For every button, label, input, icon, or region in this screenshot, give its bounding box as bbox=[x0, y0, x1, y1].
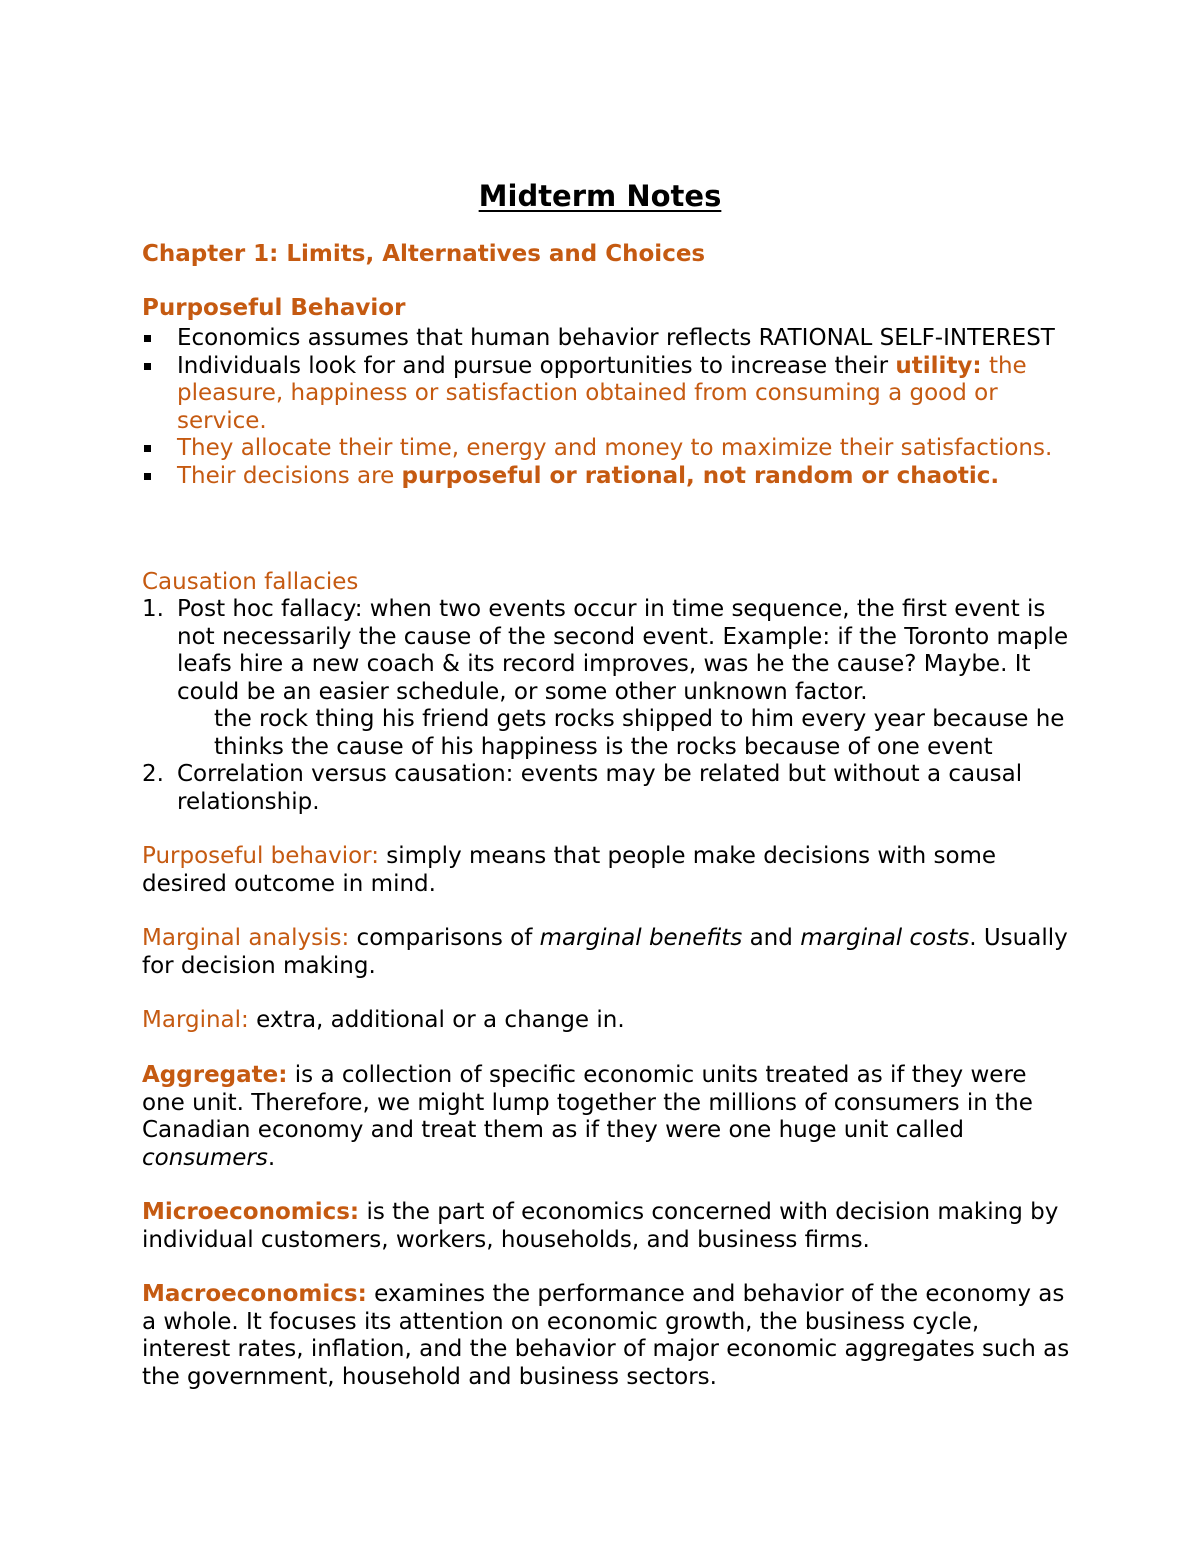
item-text: Correlation versus causation: events may be related but without a causal relationship. bbox=[177, 761, 1023, 815]
definition-term: Marginal analysis: bbox=[142, 925, 350, 951]
definition-text: is a collection of specific economic units treated as if they were one unit. Therefore, we might lump together the millions of consumers in the Canadian economy and treat them as if they were one huge unit called bbox=[142, 1062, 1033, 1143]
bullet-item bbox=[142, 463, 1072, 491]
definition-text: extra, additional or a change in. bbox=[248, 1007, 625, 1033]
bullet-text: They allocate their time, energy and money to maximize their satisfactions. bbox=[177, 435, 1053, 461]
item-note: the rock thing his friend gets rocks shipped to him every year because he thinks the cause of his happiness is the rocks because of one event bbox=[214, 706, 1065, 760]
document-title: Midterm Notes bbox=[478, 179, 722, 213]
definition-text: . Usually for decision making. bbox=[142, 925, 1068, 979]
purposeful-behavior-list bbox=[142, 325, 1072, 490]
bullet-text: Individuals look for and pursue opportunities to increase their bbox=[177, 352, 896, 379]
italic-term: marginal benefits bbox=[539, 925, 743, 951]
definition-term: Microeconomics: bbox=[142, 1199, 360, 1225]
definition-purposeful-behavior bbox=[142, 843, 1072, 898]
definition-term: Marginal: bbox=[142, 1007, 249, 1033]
definition-aggregate bbox=[142, 1062, 1072, 1172]
square-bullet-icon bbox=[144, 473, 151, 480]
definition-term: Aggregate: bbox=[142, 1062, 288, 1088]
definition-text: is the part of economics concerned with decision making by individual customers, workers, households, and business firms. bbox=[142, 1199, 1059, 1253]
definition-text: . bbox=[267, 1144, 276, 1171]
definition-text: and bbox=[742, 925, 801, 951]
item-number: 2. bbox=[142, 761, 164, 787]
item-number: 1. bbox=[142, 596, 164, 622]
definition-macroeconomics bbox=[142, 1281, 1072, 1391]
causation-fallacies-list bbox=[142, 596, 1072, 816]
section-heading-purposeful-behavior: Purposeful Behavior bbox=[142, 295, 406, 321]
bullet-item bbox=[142, 353, 1072, 436]
utility-term: utility: bbox=[895, 352, 982, 379]
definition-microeconomics bbox=[142, 1199, 1072, 1254]
square-bullet-icon bbox=[144, 363, 151, 370]
definition-text: examines the performance and behavior of the economy as a whole. It focuses its attention on economic growth, the business cycle, interest rates, inflation, and the behavior of major economic aggregates such as the government, household and business sectors. bbox=[142, 1281, 1070, 1390]
italic-term: consumers bbox=[142, 1144, 268, 1171]
italic-term: marginal costs bbox=[800, 925, 970, 951]
numbered-item bbox=[142, 761, 1072, 816]
item-text: Post hoc fallacy: when two events occur in time sequence, the first event is not necessarily the cause of the second event. Example: if the Toronto maple leafs hire a new coach & its record improves, was he the cause? Maybe. It could be an easier schedule, or some other unknown factor. bbox=[177, 596, 1069, 705]
definition-term: Purposeful behavior: bbox=[142, 843, 379, 869]
definition-text: comparisons of bbox=[349, 925, 540, 951]
chapter-heading: Chapter 1: Limits, Alternatives and Choices bbox=[142, 241, 706, 267]
bullet-item bbox=[142, 435, 1072, 463]
section-heading-causation-fallacies: Causation fallacies bbox=[142, 569, 359, 595]
definition-marginal bbox=[142, 1007, 1072, 1035]
bullet-emphasis: purposeful or rational, not random or chaotic. bbox=[401, 462, 1000, 489]
square-bullet-icon bbox=[144, 335, 151, 342]
bullet-text: Their decisions are bbox=[177, 462, 402, 489]
numbered-item bbox=[142, 596, 1072, 761]
square-bullet-icon bbox=[144, 445, 151, 452]
definition-marginal-analysis bbox=[142, 925, 1072, 980]
utility-definition: the pleasure, happiness or satisfaction obtained from consuming a good or service. bbox=[177, 352, 1027, 434]
bullet-text: Economics assumes that human behavior reflects RATIONAL SELF-INTEREST bbox=[177, 325, 1055, 351]
definition-text: simply means that people make decisions with some desired outcome in mind. bbox=[142, 843, 997, 897]
bullet-item bbox=[142, 325, 1072, 353]
definition-term: Macroeconomics: bbox=[142, 1281, 367, 1307]
